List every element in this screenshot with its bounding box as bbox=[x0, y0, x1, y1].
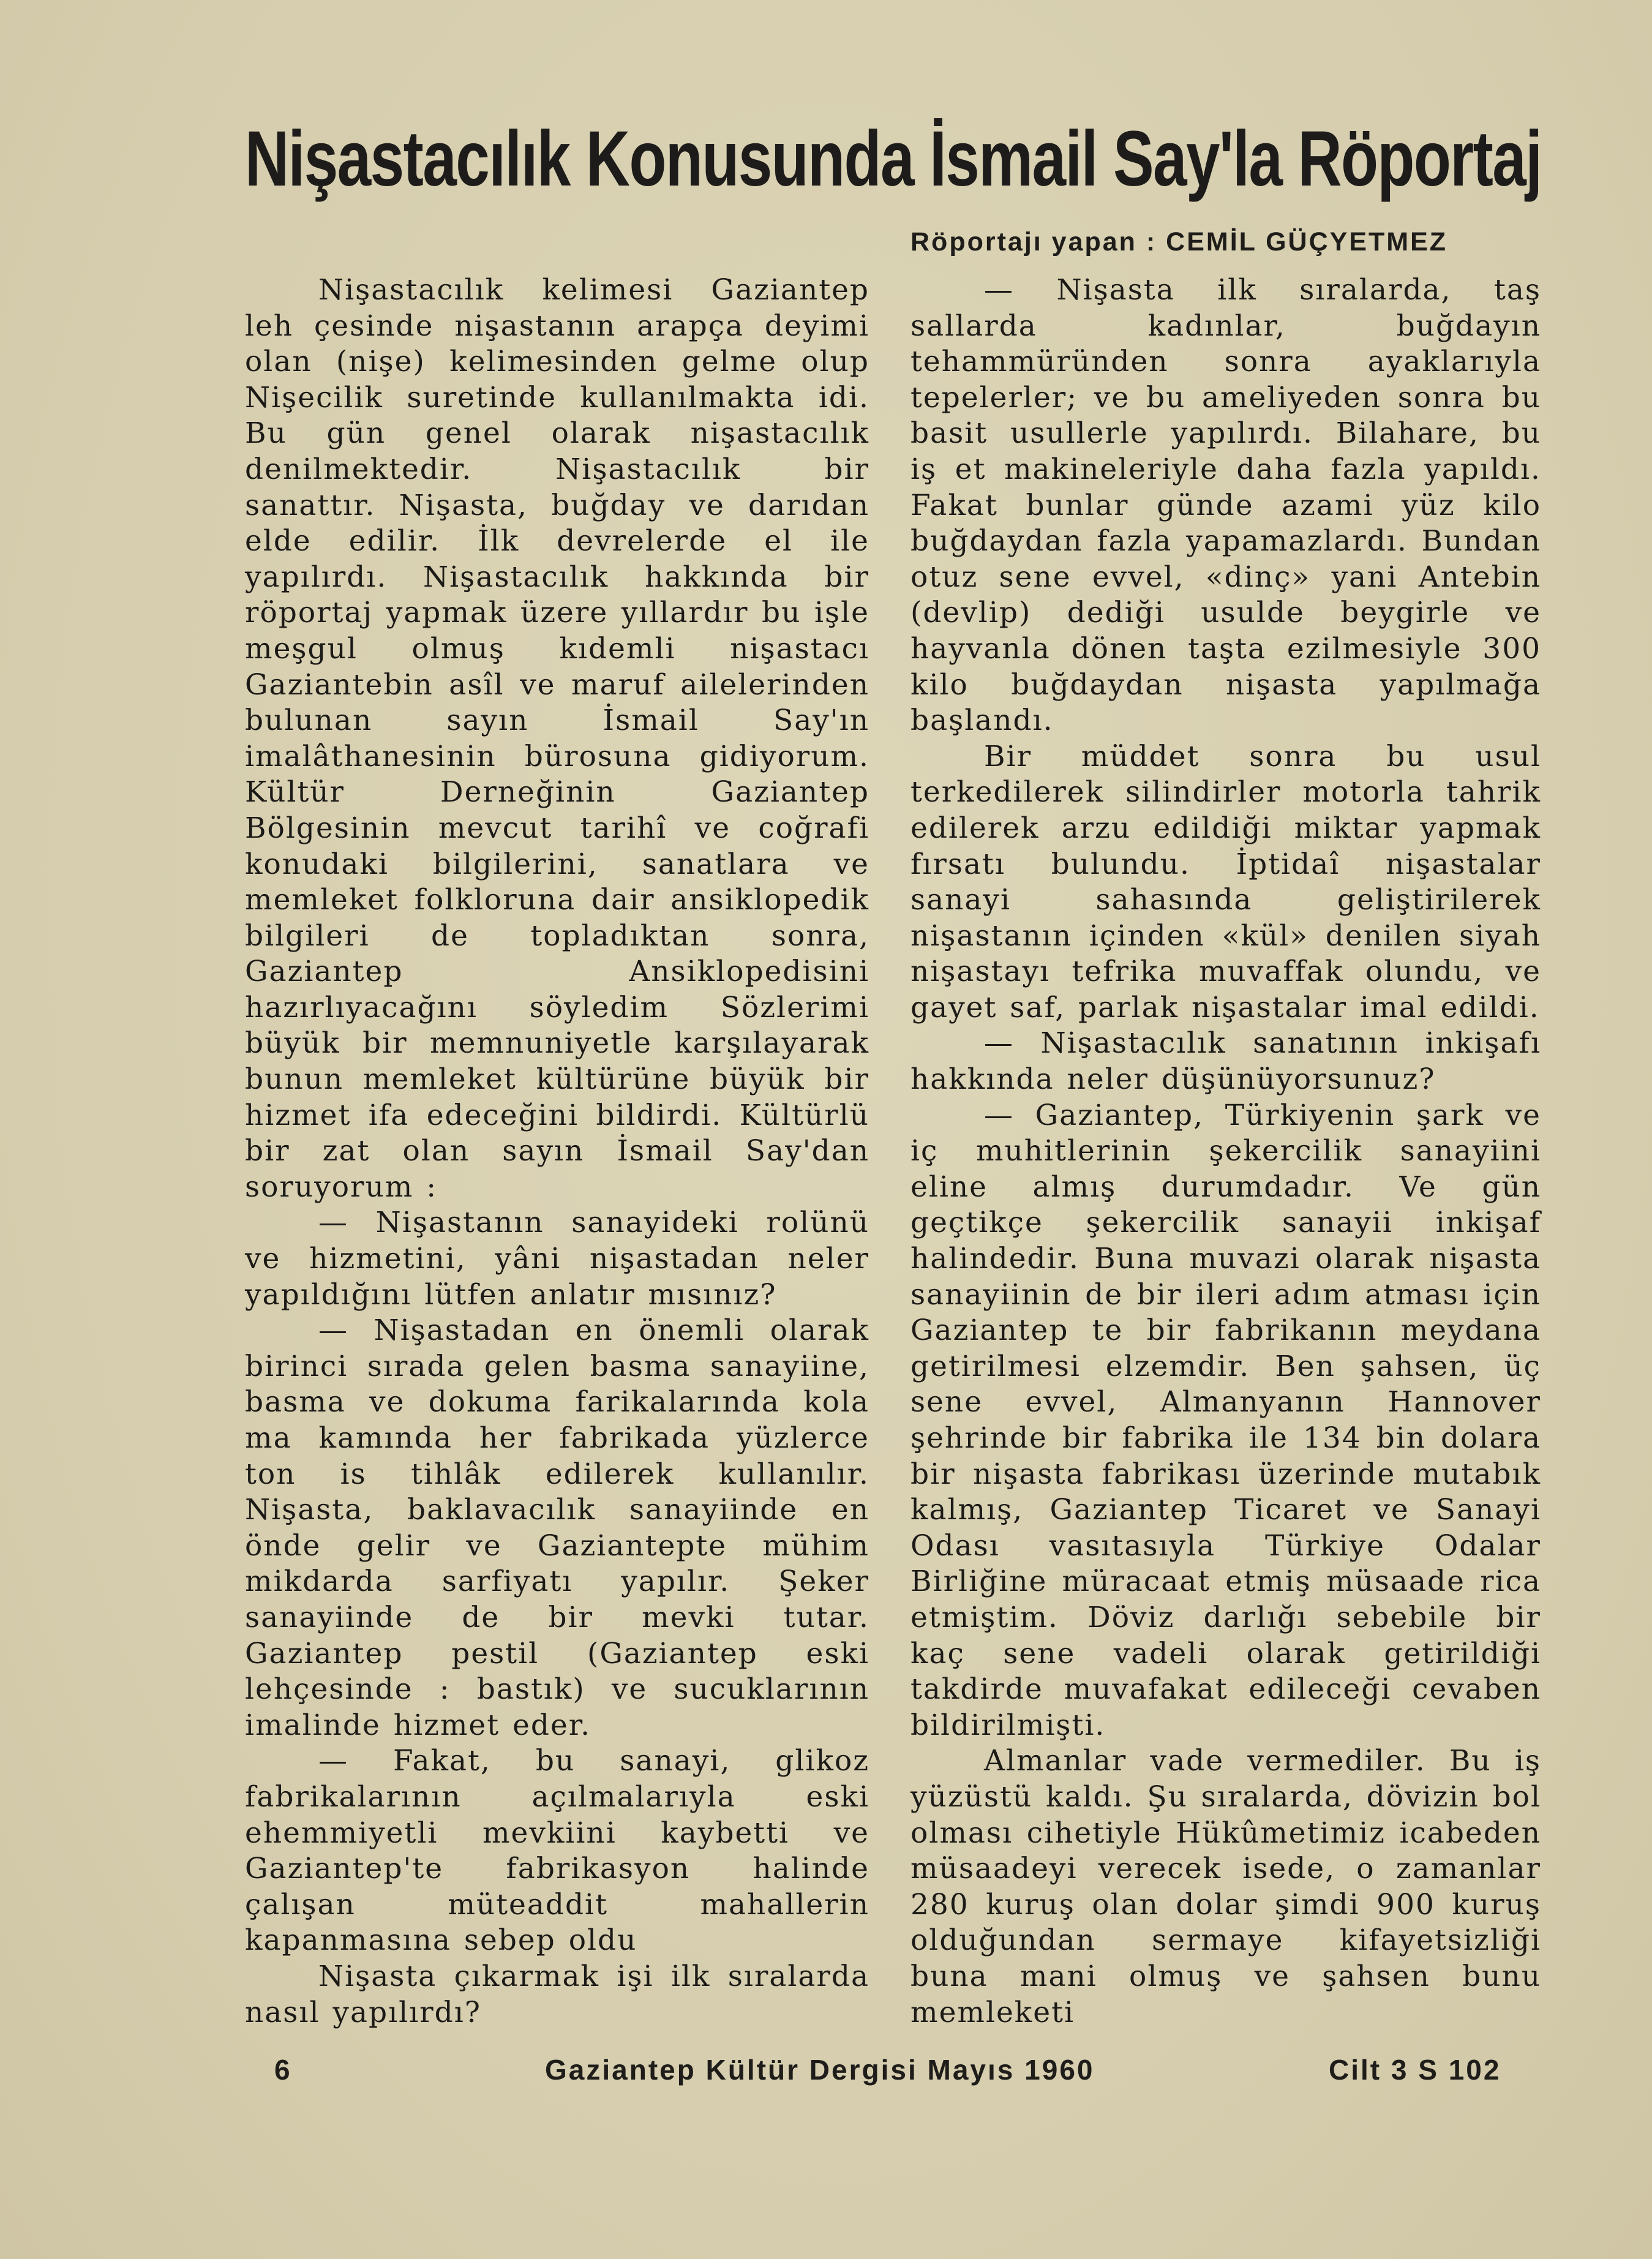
paragraph: Nişastacılık kelimesi Gaziantep leh çesinde nişastanın arapça deyimi olan (nişe) kelimesinden gelme olup Nişecilik suretinde kullanılmakta idi. Bu gün genel olarak nişastacılık denilmektedir. Nişastacılık bir sanattır. Nişasta, buğday ve darıdan elde edilir. İlk devrelerde el ile yapılırdı. Nişastacılık hakkında bir röportaj yapmak üzere yıllardır bu işle meşgul olmuş kıdemli nişastacı Gaziantebin asîl ve maruf ailelerinden bulunan sayın İsmail Say'ın imalâthanesinin bürosuna gidiyorum. Kültür Derneğinin Gaziantep Bölgesinin mevcut tarihî ve coğrafi konudaki bilgilerini, sanatlara ve memleket folkloruna dair ansiklopedik bilgileri de topladıktan sonra, Gaziantep Ansiklopedisini hazırlıyacağını söyledim Sözlerimi büyük bir memnuniyetle karşılayarak bunun memleket kültürüne büyük bir hizmet ifa edeceğini bildirdi. Kültürlü bir zat olan sayın İsmail Say'dan soruyorum : bbox=[245, 273, 869, 1204]
paragraph: Bir müddet sonra bu usul terkedilerek silindirler motorla tahrik edilerek arzu edildiği miktar yapmak fırsatı bulundu. İptidaî nişastalar sanayi sahasında geliştirilerek nişastanın içinden «kül» denilen siyah nişastayı tefrika muvaffak olundu, ve gayet saf, parlak nişastalar imal edildi. bbox=[910, 739, 1541, 1024]
volume-info: Cilt 3 S 102 bbox=[1329, 2054, 1501, 2086]
journal-name: Gaziantep Kültür Dergisi Mayıs 1960 bbox=[545, 2054, 1095, 2086]
right-column bbox=[910, 273, 1541, 2031]
page-number: 6 bbox=[274, 2054, 292, 2086]
paragraph: — Nişastacılık sanatının inkişafı hakkında neler düşünüyorsunuz? bbox=[910, 1026, 1541, 1097]
paragraph: — Fakat, bu sanayi, glikoz fabrikalarının açılmalarıyla eski ehemmiyetli mevkiini kaybetti ve Gaziantep'te fabrikasyon halinde çalışan müteaddit mahallerin kapanmasına sebep oldu bbox=[245, 1744, 869, 1958]
paragraph: Almanlar vade vermediler. Bu iş yüzüstü kaldı. Şu sıralarda, dövizin bol olması cihetiyle Hükûmetimiz icabeden müsaadeyi verecek isede, o zamanlar 280 kuruş olan dolar şimdi 900 kuruş olduğundan sermaye kifayetsizliği buna mani olmuş ve şahsen bunu memleketi bbox=[910, 1744, 1541, 2029]
paragraph: Nişasta çıkarmak işi ilk sıralarda nasıl yapılırdı? bbox=[245, 1959, 869, 2029]
paragraph: — Nişasta ilk sıralarda, taş sallarda kadınlar, buğdayın tehammüründen sonra ayaklarıyla tepelerler; ve bu ameliyeden sonra bu basit usullerle yapılırdı. Bilahare, bu iş et makineleriyle daha fazla yapıldı. Fakat bunlar günde azami yüz kilo buğdaydan fazla yapamazlardı. Bundan otuz sene evvel, «dinç» yani Antebin (devlip) dediği usulde beygirle ve hayvanla dönen taşta ezilmesiyle 300 kilo buğdaydan nişasta yapılmağa başlandı. bbox=[910, 273, 1541, 738]
paragraph: — Nişastanın sanayideki rolünü ve hizmetini, yâni nişastadan neler yapıldığını lütfen anlatır mısınız? bbox=[245, 1206, 869, 1312]
article-title: Nişastacılık Konusunda İsmail Say'la Röportaj bbox=[245, 115, 1542, 203]
paragraph: — Gaziantep, Türkiyenin şark ve iç muhitlerinin şekercilik sanayiini eline almış durumdadır. Ve gün geçtikçe şekercilik sanayii inkişaf halindedir. Buna muvazi olarak nişasta sanayiinin de bir ileri adım atması için Gaziantep te bir fabrikanın meydana getirilmesi elzemdir. Ben şahsen, üç sene evvel, Almanyanın Hannover şehrinde bir fabrika ile 134 bin dolara bir nişasta fabrikası üzerinde mutabık kalmış, Gaziantep Ticaret ve Sanayi Odası vasıtasıyla Türkiye Odalar Birliğine müracaat etmiş müsaade rica etmiştim. Döviz darlığı sebebile bir kaç sene vadeli olarak getirildiği takdirde muvafakat edileceği cevaben bildirilmişti. bbox=[910, 1098, 1541, 1742]
left-column bbox=[245, 273, 869, 2031]
paragraph: — Nişastadan en önemli olarak birinci sırada gelen basma sanayiine, basma ve dokuma farikalarında kola ma kamında her fabrikada yüzlerce ton is tihlâk edilerek kullanılır. Nişasta, baklavacılık sanayiinde en önde gelir ve Gaziantepte mühim mikdarda sarfiyatı yapılır. Şeker sanayiinde de bir mevki tutar. Gaziantep pestil (Gaziantep eski lehçesinde : bastık) ve sucuklarının imalinde hizmet eder. bbox=[245, 1314, 869, 1742]
article-byline: Röportajı yapan : CEMİL GÜÇYETMEZ bbox=[910, 227, 1448, 257]
